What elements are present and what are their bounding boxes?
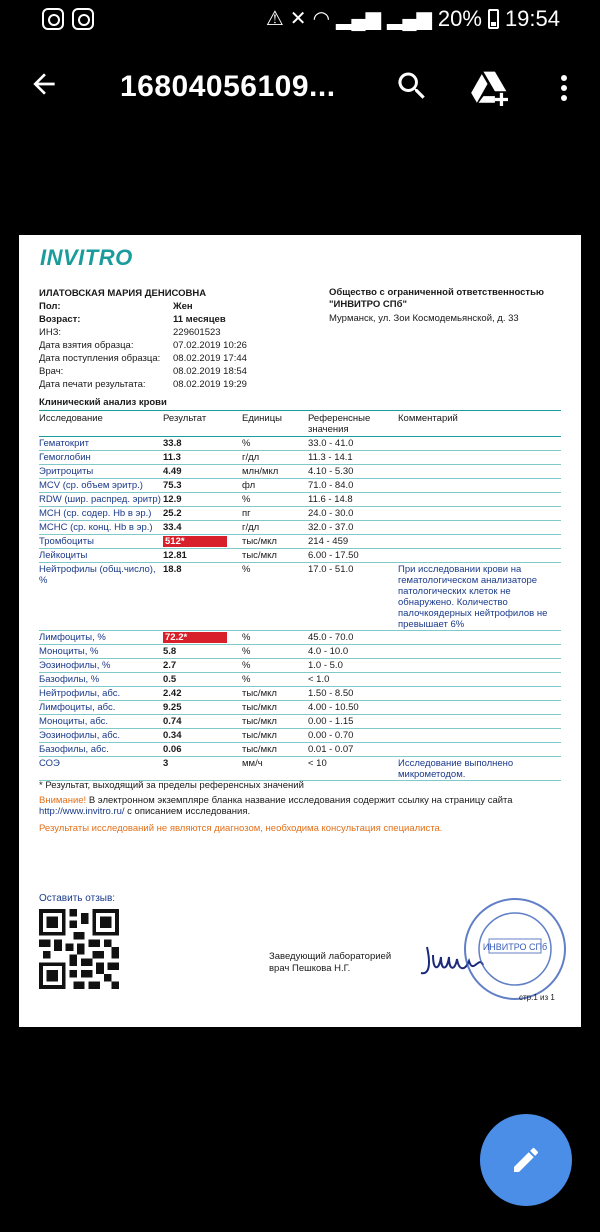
test-units: % (242, 563, 308, 631)
document-page (19, 235, 581, 1027)
test-reference: 1.0 - 5.0 (308, 659, 398, 673)
info-value: 08.02.2019 17:44 (173, 353, 247, 364)
battery-icon (488, 9, 499, 29)
patient-info (39, 287, 339, 391)
test-units: г/дл (242, 451, 308, 465)
feedback-label: Оставить отзыв: (39, 893, 116, 904)
table-row (39, 479, 561, 493)
test-name: RDW (шир. распред. эритр) (39, 493, 163, 507)
test-reference: 0.01 - 0.07 (308, 743, 398, 757)
table-row (39, 757, 561, 781)
test-reference: 4.10 - 5.30 (308, 465, 398, 479)
col-comment: Комментарий (398, 411, 561, 437)
test-result: 75.3 (163, 479, 242, 493)
attention-note (39, 795, 559, 817)
info-row (39, 378, 339, 391)
app-bar (0, 44, 600, 132)
test-name: Нейтрофилы, абс. (39, 687, 163, 701)
info-value: Жен (173, 301, 193, 312)
info-row (39, 339, 339, 352)
wifi-icon: ◠ (312, 8, 331, 30)
nfc-icon: ⚠ (265, 8, 284, 30)
table-header (39, 411, 561, 437)
test-comment (398, 659, 561, 673)
test-reference: 24.0 - 30.0 (308, 507, 398, 521)
test-comment (398, 687, 561, 701)
test-comment (398, 645, 561, 659)
test-units: % (242, 673, 308, 687)
col-name: Исследование (39, 411, 163, 437)
test-reference: 0.00 - 0.70 (308, 729, 398, 743)
more-options-button[interactable] (552, 70, 576, 110)
info-key: Возраст: (39, 314, 81, 325)
table-row (39, 659, 561, 673)
test-comment (398, 535, 561, 549)
test-reference: 214 - 459 (308, 535, 398, 549)
info-value: 11 месяцев (173, 314, 226, 325)
test-reference: 45.0 - 70.0 (308, 631, 398, 645)
table-row (39, 563, 561, 631)
table-row (39, 465, 561, 479)
test-reference: 11.3 - 14.1 (308, 451, 398, 465)
back-button[interactable] (28, 68, 68, 108)
table-row (39, 715, 561, 729)
signal-icon: ▂▄▆ (386, 8, 432, 30)
disclaimer: Результаты исследований не являются диагнозом, необходима консультация специалиста. (39, 823, 443, 834)
test-reference: < 10 (308, 757, 398, 781)
test-name: Тромбоциты (39, 535, 163, 549)
test-reference: < 1.0 (308, 673, 398, 687)
info-value: 08.02.2019 18:54 (173, 366, 247, 377)
test-reference: 71.0 - 84.0 (308, 479, 398, 493)
test-units: % (242, 645, 308, 659)
invitro-link[interactable]: http://www.invitro.ru/ (39, 806, 125, 817)
head-title: Заведующий лабораторией (269, 951, 392, 962)
test-name: Моноциты, % (39, 645, 163, 659)
test-result: 2.7 (163, 659, 242, 673)
mute-icon: ✕ (289, 8, 307, 30)
table-row (39, 645, 561, 659)
info-key: Дата печати результата: (39, 379, 146, 390)
test-result: 33.8 (163, 437, 242, 451)
invitro-logo: INVITRO (40, 245, 133, 270)
test-units: % (242, 659, 308, 673)
test-units: тыс/мкл (242, 701, 308, 715)
test-comment (398, 437, 561, 451)
org-name-line2: "ИНВИТРО СПб" (329, 299, 407, 310)
test-result: 0.34 (163, 729, 242, 743)
test-units: пг (242, 507, 308, 521)
info-row (39, 352, 339, 365)
test-comment (398, 701, 561, 715)
org-name-line1: Общество с ограниченной ответственностью (329, 287, 545, 298)
test-units: % (242, 437, 308, 451)
table-row (39, 451, 561, 465)
test-comment (398, 743, 561, 757)
test-comment: Исследование выполнено микрометодом. (398, 757, 561, 781)
test-comment (398, 631, 561, 645)
drive-add-icon (470, 70, 510, 106)
attention-tail: с описанием исследования. (124, 806, 251, 817)
test-name: Лимфоциты, абс. (39, 701, 163, 715)
test-comment (398, 673, 561, 687)
test-comment: При исследовании крови на гематологическом анализаторе патологических клеток не обнаружено. Количество палочкоядерных нейтрофилов не превышает 6% (398, 563, 561, 631)
test-result: 5.8 (163, 645, 242, 659)
section-title: Клинический анализ крови (39, 397, 167, 408)
table-row (39, 535, 561, 549)
test-result: 0.74 (163, 715, 242, 729)
table-row (39, 701, 561, 715)
page-number: стр.1 из 1 (519, 993, 555, 1002)
out-of-range-badge: 512* (163, 536, 227, 547)
lab-head (269, 951, 391, 975)
test-name: MCV (ср. объем эритр.) (39, 479, 163, 493)
table-row (39, 549, 561, 563)
test-name: Нейтрофилы (общ.число), % (39, 563, 163, 631)
footnote: * Результат, выходящий за пределы референсных значений (39, 780, 304, 791)
test-comment (398, 465, 561, 479)
test-units: млн/мкл (242, 465, 308, 479)
test-reference: 32.0 - 37.0 (308, 521, 398, 535)
search-icon (394, 68, 430, 104)
test-reference: 17.0 - 51.0 (308, 563, 398, 631)
test-name: СОЭ (39, 757, 163, 781)
test-reference: 33.0 - 41.0 (308, 437, 398, 451)
test-name: Лейкоциты (39, 549, 163, 563)
test-name: Гематокрит (39, 437, 163, 451)
info-row (39, 300, 339, 313)
info-key: Пол: (39, 301, 61, 312)
qr-code[interactable] (39, 909, 119, 989)
results-table (39, 410, 561, 781)
table-row (39, 687, 561, 701)
test-reference: 6.00 - 17.50 (308, 549, 398, 563)
test-result: 9.25 (163, 701, 242, 715)
info-row (39, 365, 339, 378)
test-comment (398, 729, 561, 743)
test-name: Базофилы, % (39, 673, 163, 687)
test-units: тыс/мкл (242, 715, 308, 729)
search-button[interactable] (394, 68, 434, 108)
attention-text: В электронном экземпляре бланка название исследования содержит ссылку на страницу сайта (86, 795, 513, 806)
test-name: Эозинофилы, абс. (39, 729, 163, 743)
test-result (163, 535, 242, 549)
test-result: 3 (163, 757, 242, 781)
table-row (39, 507, 561, 521)
table-row (39, 493, 561, 507)
test-name: Моноциты, абс. (39, 715, 163, 729)
test-result: 33.4 (163, 521, 242, 535)
test-units: тыс/мкл (242, 687, 308, 701)
instagram-icon (72, 8, 94, 30)
file-title: 16804056109... (120, 70, 336, 103)
test-name: MCHC (ср. конц. Hb в эр.) (39, 521, 163, 535)
test-comment (398, 549, 561, 563)
info-key: Дата взятия образца: (39, 340, 134, 351)
test-result: 0.5 (163, 673, 242, 687)
table-row (39, 673, 561, 687)
table-row (39, 437, 561, 451)
test-result: 2.42 (163, 687, 242, 701)
test-reference: 1.50 - 8.50 (308, 687, 398, 701)
test-comment (398, 479, 561, 493)
test-result: 18.8 (163, 563, 242, 631)
add-to-drive-button[interactable] (470, 70, 514, 110)
test-name: Лимфоциты, % (39, 631, 163, 645)
table-row (39, 521, 561, 535)
test-result: 12.9 (163, 493, 242, 507)
battery-percent: 20% (437, 6, 482, 31)
test-comment (398, 507, 561, 521)
info-key: Дата поступления образца: (39, 353, 161, 364)
test-reference: 0.00 - 1.15 (308, 715, 398, 729)
test-result: 12.81 (163, 549, 242, 563)
info-key: Врач: (39, 366, 64, 377)
info-value: 229601523 (173, 327, 221, 338)
info-row (39, 313, 339, 326)
test-result: 4.49 (163, 465, 242, 479)
signal-icon: ▂▄▆ (336, 8, 381, 30)
test-name: Базофилы, абс. (39, 743, 163, 757)
table-row (39, 631, 561, 645)
test-result: 25.2 (163, 507, 242, 521)
test-name: Гемоглобин (39, 451, 163, 465)
test-units: % (242, 493, 308, 507)
table-row (39, 743, 561, 757)
test-units: г/дл (242, 521, 308, 535)
lab-stamp (461, 895, 569, 1003)
edit-fab-button[interactable] (480, 1114, 572, 1206)
status-bar (0, 0, 600, 44)
test-units: тыс/мкл (242, 549, 308, 563)
test-units: мм/ч (242, 757, 308, 781)
head-name: врач Пешкова Н.Г. (269, 963, 351, 974)
org-address: Мурманск, ул. Зои Космодемьянской, д. 33 (329, 313, 519, 324)
instagram-icon (42, 8, 64, 30)
test-reference: 4.0 - 10.0 (308, 645, 398, 659)
test-units: тыс/мкл (242, 535, 308, 549)
test-comment (398, 451, 561, 465)
col-ref: Референсные значения (308, 411, 398, 437)
test-comment (398, 521, 561, 535)
test-name: Эритроциты (39, 465, 163, 479)
test-units: тыс/мкл (242, 729, 308, 743)
test-comment (398, 715, 561, 729)
clock: 19:54 (504, 6, 560, 31)
lab-organization (329, 287, 569, 325)
attention-label: Внимание! (39, 795, 87, 806)
test-units: тыс/мкл (242, 743, 308, 757)
arrow-left-icon (28, 68, 60, 100)
test-name: MCH (ср. содер. Hb в эр.) (39, 507, 163, 521)
more-vert-icon (552, 70, 576, 106)
stamp-label: ИНВИТРО СПб (482, 942, 548, 952)
info-row (39, 326, 339, 339)
test-reference: 11.6 - 14.8 (308, 493, 398, 507)
test-units: % (242, 631, 308, 645)
pencil-icon (510, 1144, 542, 1176)
test-units: фл (242, 479, 308, 493)
out-of-range-badge: 72.2* (163, 632, 227, 643)
test-comment (398, 493, 561, 507)
test-result: 11.3 (163, 451, 242, 465)
table-row (39, 729, 561, 743)
patient-name: ИЛАТОВСКАЯ МАРИЯ ДЕНИСОВНА (39, 288, 207, 299)
test-reference: 4.00 - 10.50 (308, 701, 398, 715)
info-value: 08.02.2019 19:29 (173, 379, 247, 390)
test-result (163, 631, 242, 645)
test-name: Эозинофилы, % (39, 659, 163, 673)
test-result: 0.06 (163, 743, 242, 757)
col-result: Результат (163, 411, 242, 437)
info-value: 07.02.2019 10:26 (173, 340, 247, 351)
col-units: Единицы (242, 411, 308, 437)
info-key: ИНЗ: (39, 327, 62, 338)
